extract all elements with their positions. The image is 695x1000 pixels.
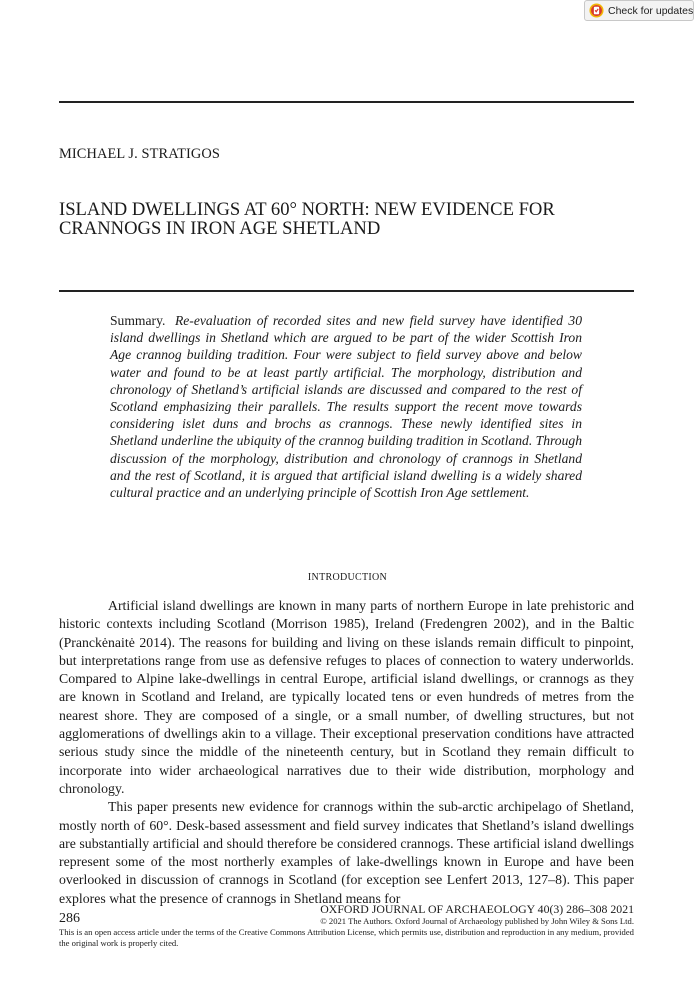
page-number: 286 — [59, 911, 80, 926]
check-for-updates-icon — [589, 3, 604, 18]
summary-abstract — [110, 312, 582, 501]
body-paragraph: This paper presents new evidence for crannogs within the sub-arctic archipelago of Shetland, mostly north of 60°. Desk-based assessment and field survey indicates that Shetland’s island dwellings are substantially artificial and should therefore be considered crannogs. These artificial island dwellings represent some of the most northerly examples of lake-dwellings known in Europe and have been overlooked in discussion of crannogs in Scotland (for exception see Lenfert 2013, 127–8). This paper explores what the presence of crannogs in Shetland means for — [59, 799, 634, 906]
title-line: CRANNOGS IN IRON AGE SHETLAND — [59, 218, 381, 239]
summary-text: Re-evaluation of recorded sites and new field survey have identified 30 island dwellings in Shetland which are argued to be part of the wider Scottish Iron Age crannog building tradition. Four were subject to field survey above and below water and found to be at least partly artificial. The morphology, distribution and chronology of Shetland’s artificial islands are discussed and compared to the rest of Scotland emphasizing their parallels. The results support the recent move towards considering islet duns and brochs as crannogs. These newly identified sites in Shetland underline the ubiquity of the crannog building tradition in Scotland. Through discussion of the morphology, distribution and chronology of crannogs in Shetland and the rest of Scotland, it is argued that artificial island dwelling is a widely shared cultural practice and an underlying principle of Scottish Iron Age settlement. — [110, 313, 583, 501]
section-heading: INTRODUCTION — [307, 572, 388, 583]
title-rule — [59, 290, 634, 292]
license-notice: This is an open access article under the terms of the Creative Commons Attribution License, which permits use, distribution and reproduction in any medium, provided the original work is properly cited. — [59, 927, 634, 948]
journal-citation: OXFORD JOURNAL OF ARCHAEOLOGY 40(3) 286–308 2021 — [320, 902, 634, 916]
summary-label: Summary. — [110, 313, 166, 328]
author-name: MICHAEL J. STRATIGOS — [59, 146, 220, 162]
top-rule — [59, 101, 634, 103]
copyright-notice: © 2021 The Authors. Oxford Journal of Archaeology published by John Wiley & Sons Ltd. — [320, 916, 634, 926]
check-for-updates-button[interactable] — [584, 0, 694, 21]
title-line: ISLAND DWELLINGS AT 60° NORTH: NEW EVIDENCE FOR — [59, 199, 555, 220]
article-title — [59, 200, 629, 238]
check-for-updates-label: Check for updates — [608, 4, 694, 17]
body-paragraph: Artificial island dwellings are known in many parts of northern Europe in late prehistoric and historic contexts including Scotland (Morrison 1985), Ireland (Fredengren 2002), and in the Baltic (Pranckėnaitė 2014). The reasons for building and living on these islands remain difficult to pinpoint, but interpretations range from use as defensive refuges to places of connection to watery underworlds. Compared to Alpine lake-dwellings in central Europe, artificial island dwellings, or crannogs as they are known in Scotland and Ireland, are typically located tens or even hundreds of metres from the nearest shore. They are composed of a single, or a small number, of dwelling structures, but not agglomerations of dwellings akin to a village. Their exceptional preservation conditions have attracted serious study since the middle of the nineteenth century, but in Scotland they remain difficult to incorporate into wider archaeological narratives due to their wide distribution, morphology and chronology. — [59, 598, 634, 796]
introduction-body — [59, 597, 634, 908]
